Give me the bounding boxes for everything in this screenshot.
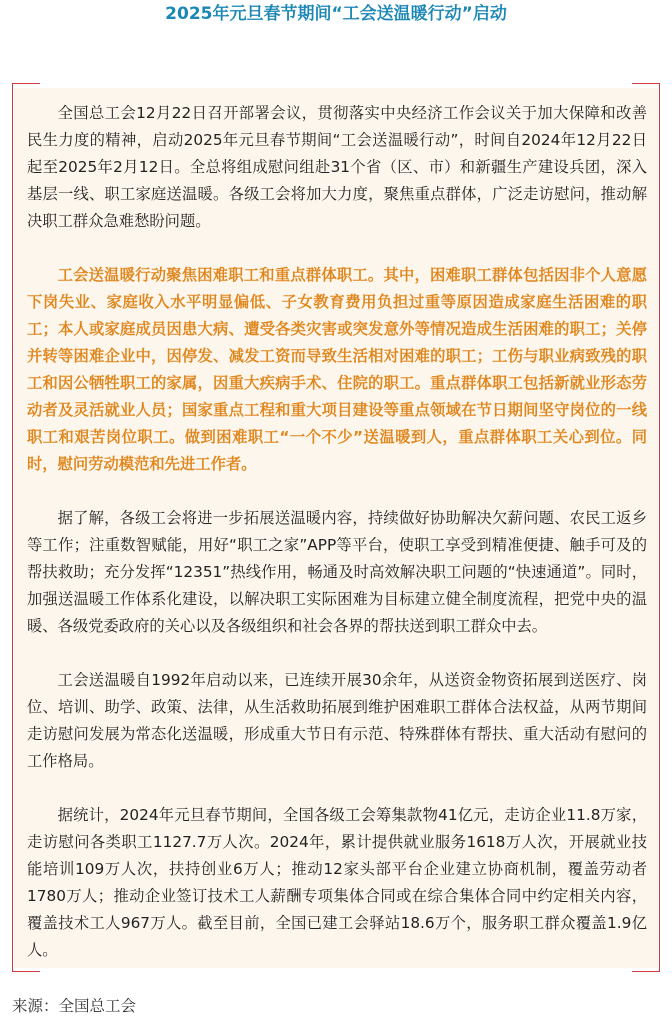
article-body xyxy=(27,100,647,991)
article-title: 2025年元旦春节期间“工会送温暖行动”启动 xyxy=(165,4,507,24)
frame-corner-top-right xyxy=(632,83,660,84)
source-line: 来源：全国总工会 xyxy=(12,997,137,1015)
paragraph-2-highlight: 工会送温暖行动聚焦困难职工和重点群体职工。其中，困难职工群体包括因非个人意愿下岗失业、家庭收入水平明显偏低、子女教育费用负担过重等原因造成家庭生活困难的职工；本人或家庭成员因患大病、遭受各类灾害或突发意外等情况造成生活困难的职工；关停并转等困难企业中，因停发、减发工资而导致生活相对困难的职工；工伤与职业病致残的职工和因公牺牲职工的家属，因重大疾病手术、住院的职工。重点群体职工包括新就业形态劳动者及灵活就业人员；国家重点工程和重大项目建设等重点领域在节日期间坚守岗位的一线职工和艰苦岗位职工。做到困难职工“一个不少”送温暖到人，重点群体职工关心到位。同时，慰问劳动模范和先进工作者。 xyxy=(27,266,647,473)
paragraph-1: 全国总工会12月22日召开部署会议，贯彻落实中央经济工作会议关于加大保障和改善民生力度的精神，启动2025年元旦春节期间“工会送温暖行动”，时间自2024年12月22日起至2025年2月12日。全总将组成慰问组赴31个省（区、市）和新疆生产建设兵团，深入基层一线、职工家庭送温暖。各级工会将加大力度，聚焦重点群体，广泛走访慰问，推动解决职工群众急难愁盼问题。 xyxy=(27,104,647,230)
paragraph-4: 工会送温暖自1992年启动以来，已连续开展30余年，从送资金物资拓展到送医疗、岗位、培训、助学、政策、法律，从生活救助拓展到维护困难职工群体合法权益，从两节期间走访慰问发展为常态化送温暖，形成重大节日有示范、特殊群体有帮扶、重大活动有慰问的工作格局。 xyxy=(27,671,647,770)
paragraph-5: 据统计，2024年元旦春节期间，全国各级工会筹集款物41亿元，走访企业11.8万家，走访慰问各类职工1127.7万人次。2024年，累计提供就业服务1618万人次，开展就业技能培训109万人次，扶持创业6万人；推动12家头部平台企业建立协商机制，覆盖劳动者1780万人；推动企业签订技术工人薪酬专项集体合同或在综合集体合同中约定相关内容，覆盖技术工人967万人。截至目前，全国已建工会驿站18.6万个，服务职工群众覆盖1.9亿人。 xyxy=(27,806,647,959)
paragraph-3: 据了解，各级工会将进一步拓展送温暖内容，持续做好协助解决欠薪问题、农民工返乡等工作；注重数智赋能，用好“职工之家”APP等平台，使职工享受到精准便捷、触手可及的帮扶救助；充分发挥“12351”热线作用，畅通及时高效解决职工问题的“快速通道”。同时，加强送温暖工作体系化建设，以解决职工实际困难为目标建立健全制度流程，把党中央的温暖、各级党委政府的关心以及各级组织和社会各界的帮扶送到职工群众中去。 xyxy=(27,509,647,635)
frame-corner-top-left xyxy=(12,83,40,84)
